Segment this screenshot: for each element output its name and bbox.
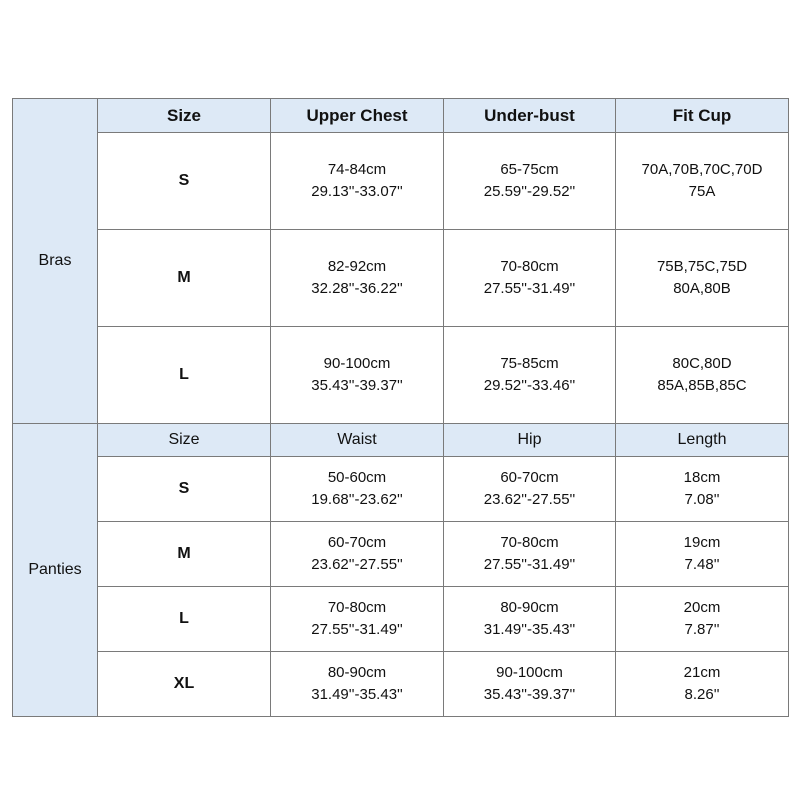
bras-size-cell: M — [98, 230, 271, 327]
bras-header-row — [13, 99, 789, 133]
panties-size-cell: M — [98, 522, 271, 587]
upper-chest-cell: 74-84cm 29.13''-33.07'' — [271, 133, 444, 230]
hip-cell: 90-100cm 35.43''-39.37'' — [444, 652, 616, 717]
panties-size-cell: L — [98, 587, 271, 652]
waist-cell: 80-90cm 31.49''-35.43'' — [271, 652, 444, 717]
hip-cell: 80-90cm 31.49''-35.43'' — [444, 587, 616, 652]
size-chart-table — [12, 98, 789, 717]
under-bust-cell: 75-85cm 29.52''-33.46'' — [444, 327, 616, 424]
panties-header-row — [13, 424, 789, 457]
length-cell: 20cm 7.87'' — [616, 587, 789, 652]
fit-cup-cell: 70A,70B,70C,70D 75A — [616, 133, 789, 230]
panties-category-label: Panties — [13, 424, 98, 717]
hip-cell: 60-70cm 23.62''-27.55'' — [444, 457, 616, 522]
bras-category-label: Bras — [13, 99, 98, 424]
fit-cup-cell: 75B,75C,75D 80A,80B — [616, 230, 789, 327]
length-cell: 18cm 7.08'' — [616, 457, 789, 522]
length-cell: 19cm 7.48'' — [616, 522, 789, 587]
upper-chest-cell: 82-92cm 32.28''-36.22'' — [271, 230, 444, 327]
under-bust-cell: 65-75cm 25.59''-29.52'' — [444, 133, 616, 230]
table-row — [13, 522, 789, 587]
table-row — [13, 587, 789, 652]
bras-size-cell: L — [98, 327, 271, 424]
bras-header-under-bust: Under-bust — [444, 99, 616, 133]
bras-header-upper-chest: Upper Chest — [271, 99, 444, 133]
bras-header-size: Size — [98, 99, 271, 133]
bras-header-fit-cup: Fit Cup — [616, 99, 789, 133]
hip-cell: 70-80cm 27.55''-31.49'' — [444, 522, 616, 587]
panties-header-size: Size — [98, 424, 271, 457]
panties-header-hip: Hip — [444, 424, 616, 457]
panties-size-cell: S — [98, 457, 271, 522]
length-cell: 21cm 8.26'' — [616, 652, 789, 717]
panties-header-length: Length — [616, 424, 789, 457]
table-row — [13, 457, 789, 522]
panties-size-cell: XL — [98, 652, 271, 717]
under-bust-cell: 70-80cm 27.55''-31.49'' — [444, 230, 616, 327]
panties-header-waist: Waist — [271, 424, 444, 457]
table-row — [13, 327, 789, 424]
upper-chest-cell: 90-100cm 35.43''-39.37'' — [271, 327, 444, 424]
waist-cell: 60-70cm 23.62''-27.55'' — [271, 522, 444, 587]
table-row — [13, 230, 789, 327]
waist-cell: 70-80cm 27.55''-31.49'' — [271, 587, 444, 652]
bras-size-cell: S — [98, 133, 271, 230]
waist-cell: 50-60cm 19.68''-23.62'' — [271, 457, 444, 522]
table-row — [13, 652, 789, 717]
fit-cup-cell: 80C,80D 85A,85B,85C — [616, 327, 789, 424]
table-row — [13, 133, 789, 230]
